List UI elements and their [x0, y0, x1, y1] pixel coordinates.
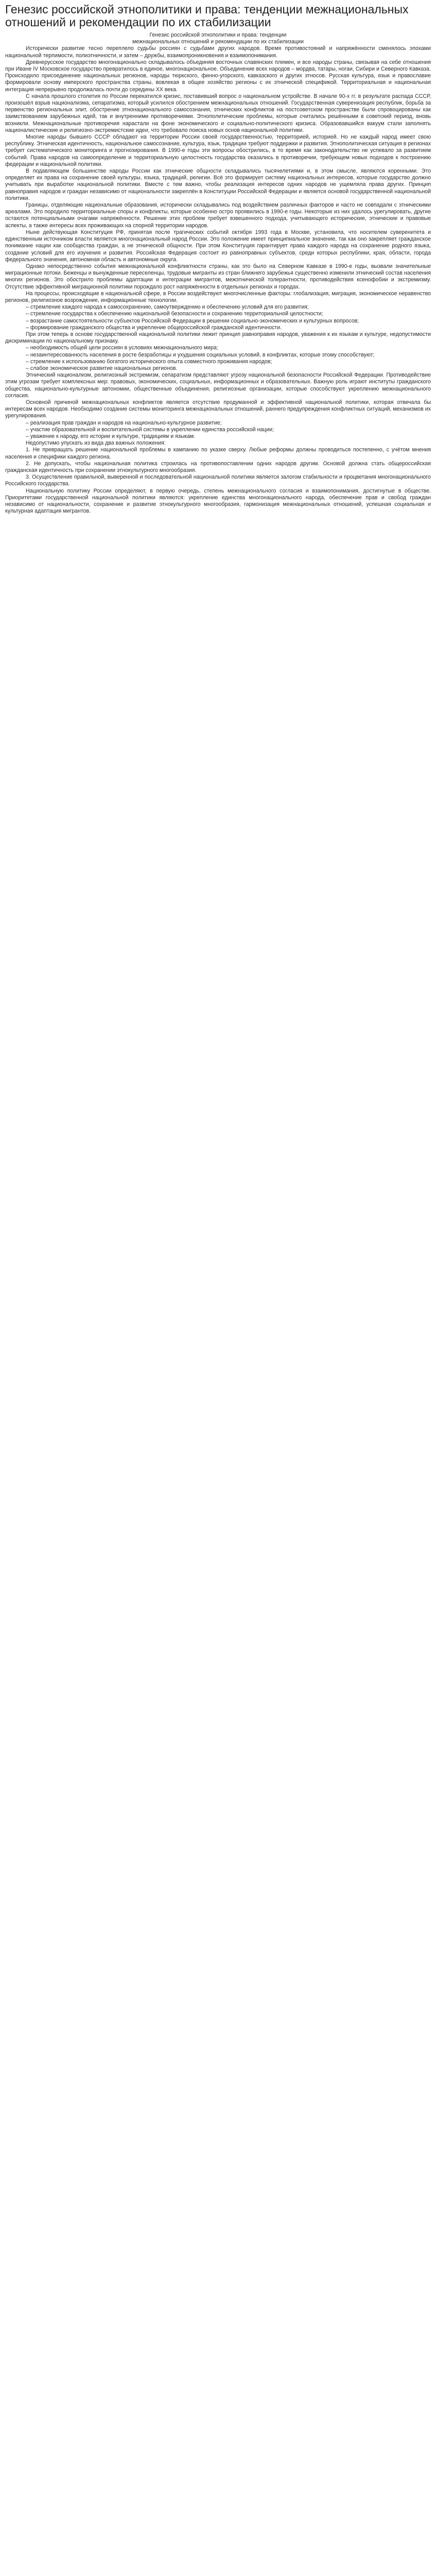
paragraph: – незаинтересованность населения в росте безработицы и ухудшения социальных условий, в конфликтах, которые этому способствуют; — [26, 351, 375, 358]
paragraph: С начала прошлого столетия по России перекатился кризис, поставивший вопрос о национальном устройстве. В начале 90-х гг. в результате распада СССР, произошёл взрыв национализма, сепаратизма, который усилился обострением межнациональных отношений. Государственная суверенизация республик, борьба за первенство региональных элит, обострение этнонационального самосознания, этнических конфликтов на постсоветском пространстве были спровоцированы как заимствованием зарубежных идей, так и внутренними противоречиями. Этнополитические проблемы, которые считались решёнными в советский период, вновь возникли. Межнациональные противоречия нарастали на фоне экономического и социально-политического кризиса. Образовавшийся вакуум стали заполнять националистические и религиозно-экстремистские идеи, что требовало поиска новых основ национальной политики. — [5, 93, 431, 133]
paragraph: – необходимость общей цели россиян в условиях межнационального мира; — [26, 345, 218, 351]
paragraph: Древнерусское государство многонационально складывалось объединяя восточных славянских племен, и все народы страны, связывая на себе отношения при Иване IV Московское государство превратилось в единое, многонациональное. Объединение всех народов – мордва, татары, ногаи, Сибири и Северного Кавказа. Происходило присоединение национальных регионов, народы тюркского, финно-угорского, кавказского и других этносов. Русская культура, язык и православие формировали основу имперского пространства страны, вовлекая в общее хозяйство регионы с их этнической спецификой. Территориальная и национальная интеграция непрерывно продолжалась почти до середины XX века. — [5, 59, 431, 93]
paragraph: – возрастание самостоятельности субъектов Российской Федерации в решении социально-экономических и культурных вопросов; — [26, 317, 359, 324]
paragraph: При этом теперь в основе государственной национальной политики лежит принцип равноправия народов, уважения к их языкам и культуре, недопустимости дискриминации по национальному признаку. — [5, 331, 431, 345]
paragraph: – стремление к использованию богатого исторического опыта совместного проживания народов; — [26, 358, 272, 365]
paragraph: – стремление государства к обеспечению национальной безопасности и сохранению территориальной целостности; — [26, 311, 323, 317]
paragraph: В подавляющем большинстве народы России как этнические общности складывались тысячелетиями и, в этом смысле, являются коренными. Это определяет их права на сохранение своей культуры, языка, традиций, религии. Всё это формирует систему национальных интересов, которые государство должно учитывать при выработке национальной политики. Вместе с тем важно, чтобы реализация интересов одних народов не ущемляла права других. Принцип равноправия народов и граждан независимо от национальности закреплён в Конституции Российской Федерации и является основой государственной национальной политики. — [5, 168, 431, 201]
paragraph: Этнический национализм, религиозный экстремизм, сепаратизм представляют угрозу национальной безопасности Российской Федерации. Противодействие этим угрозам требует комплексных мер: правовых, экономических, социальных, информационных и образовательных. Важную роль играют институты гражданского общества, национально-культурные автономии, общественные объединения, религиозные организации, которые способствуют укреплению межнационального согласия. — [5, 372, 431, 399]
article-body — [5, 45, 431, 515]
paragraph: – участие образовательной и воспитательной системы в укреплении единства российской нации; — [26, 426, 274, 433]
article — [0, 0, 436, 521]
paragraph: – формирование гражданского общества и укрепление общероссийской гражданской идентичности. — [26, 324, 282, 331]
paragraph: Недопустимо упускать из вида два важных положения: — [26, 440, 166, 447]
paragraph: – уважение к народу, его истории и культуре, традициям и языкам. — [26, 433, 196, 439]
paragraph: 2. Не допускать, чтобы национальная политика строилась на противопоставлении одних народов другим. Основой должна стать общероссийская гражданская идентичность при сохранении этнокультурного многообразия. — [5, 460, 431, 473]
article-subtitle-line-2: межнациональных отношений и рекомендации по их стабилизации — [132, 39, 304, 45]
paragraph: Исторически развитие тесно переплело судьбы россиян с судьбами других народов. Время противостояний и напряжённости сменялось эпохами национальной терпимости, полиэтничности, и затем – дружбы, взаимопроникновения и взаимопонимания. — [5, 45, 431, 59]
paragraph: – реализация прав граждан и народов на национально-культурное развитие; — [26, 419, 222, 426]
paragraph: 3. Осуществление правильной, выверенной и последовательной национальной политики является залогом стабильности и процветания многонационального Российского государства. — [5, 474, 431, 487]
paragraph: Национальную политику России определяют, в первую очередь, степень межнационального согласия и взаимопонимания, достигнутые в обществе. Приоритетами государственной национальной политики являются: укрепление единства многонационального народа, обеспечение прав и свобод граждан независимо от национальности, сохранение и развитие этнокультурного многообразия, гармонизация межнациональных отношений, успешная социальная и культурная адаптация мигрантов. — [5, 487, 431, 515]
paragraph: Основной причиной межнациональных конфликтов является отсутствие продуманной и эффективной национальной политики, которая отвечала бы интересам всех народов. Необходимо создание системы мониторинга межнациональных отношений, раннего предупреждения конфликтных ситуаций, механизмов их урегулирования. — [5, 399, 431, 419]
paragraph: Многие народы бывшего СССР обладают на территории России своей государственностью, территорией, историей. Но не каждый народ имеет свою республику. Этническая идентичность, национальное самосознание, культура, язык, традиции требуют поддержки и развития. Этнополитическая ситуация в регионах требует систематического мониторинга и прогнозирования. В 1990-е годы эти вопросы обострились, в то время как законодательство не успевало за развитием событий. Права народов на самоопределение и территориальную целостность государства оказались в противоречии, требующем новых подходов к построению федерации и национальной политики. — [5, 134, 431, 167]
paragraph: 1. Не превращать решение национальной проблемы в кампанию по указке сверху. Любые реформы должны проводиться постепенно, с учётом мнения населения и специфики каждого региона. — [5, 447, 431, 460]
article-subtitle-line-1: Генезис российской этнополитики и права: тенденции — [149, 32, 287, 38]
paragraph: – слабое экономическое развитие национальных регионов. — [26, 365, 178, 371]
paragraph: – стремление каждого народа к самосохранению, самоутверждению и обеспечению условий для его развития; — [26, 304, 309, 311]
paragraph: Ныне действующая Конституция РФ, принятая после трагических событий октября 1993 года в Москве, установила, что носителем суверенитета и единственным источником власти является многонациональный народ России. Это положение имеет принципиальное значение, так как оно закрепляет гражданское понимание нации как сообщества граждан, а не этнической общности. При этом Конституция гарантирует права каждого народа на сохранение родного языка, создание условий для его изучения и развития. Российская Федерация состоит из равноправных субъектов, среди которых республики, края, области, города федерального значения, автономная область и автономные округа. — [5, 229, 431, 263]
paragraph: Границы, отделяющие национальные образования, исторически складывались под воздействием различных факторов и часто не совпадали с этническими ареалами. Это породило территориальные споры и конфликты, которые особенно остро проявились в 1990-е годы. Некоторые из них удалось урегулировать, другие остаются потенциальными очагами напряжённости. Решение этих проблем требует взвешенного подхода, учитывающего исторические, этнические и правовые аспекты, а также интересы всех проживающих на спорной территории народов. — [5, 202, 431, 229]
paragraph: На процессы, происходящие в национальной сфере, в России воздействуют многочисленные факторы: глобализация, миграция, экономическое неравенство регионов, религиозное возрождение, информационные технологии. — [5, 290, 431, 303]
paragraph: Однако непосредственно события межнациональной конфликтности страны, как это было на Северном Кавказе в 1990-е годы, вызвали значительные миграционные потоки. Беженцы и вынужденные переселенцы, трудовые мигранты из стран ближнего зарубежья существенно изменили этнический состав населения многих регионов. Это обострило проблемы адаптации и интеграции мигрантов, межэтнической толерантности, противодействия ксенофобии и экстремизму. Отсутствие эффективной миграционной политики порождало рост напряжённости в отдельных регионах и городах. — [5, 263, 431, 290]
article-title: Генезис российской этнополитики и права: тенденции межнациональных отношений и рекомендации по их стабилизации — [5, 3, 409, 29]
